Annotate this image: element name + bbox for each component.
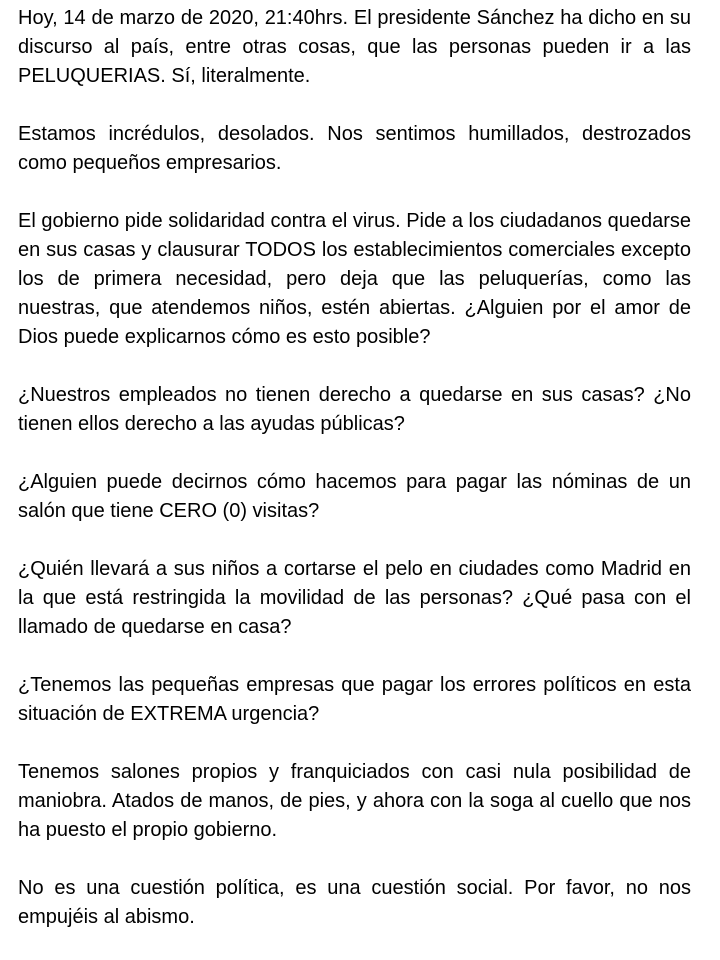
paragraph: No es una cuestión política, es una cuestión social. Por favor, no nos empujéis al abismo. — [18, 877, 691, 928]
paragraph: El gobierno pide solidaridad contra el virus. Pide a los ciudadanos quedarse en sus casas y clausurar TODOS los establecimientos comerciales excepto los de primera necesidad, pero deja que las peluquerías, como las nuestras, que atendemos niños, estén abiertas. ¿Alguien por el amor de Dios puede explicarnos cómo es esto posible? — [18, 210, 691, 348]
paragraph: ¿Alguien puede decirnos cómo hacemos para pagar las nóminas de un salón que tiene CERO (0) visitas? — [18, 471, 691, 522]
paragraph: ¿Tenemos las pequeñas empresas que pagar los errores políticos en esta situación de EXTREMA urgencia? — [18, 674, 691, 725]
paragraph: Estamos incrédulos, desolados. Nos sentimos humillados, destrozados como pequeños empresarios. — [18, 123, 691, 174]
paragraph: ¿Quién llevará a sus niños a cortarse el pelo en ciudades como Madrid en la que está restringida la movilidad de las personas? ¿Qué pasa con el llamado de quedarse en casa? — [18, 558, 691, 638]
paragraph: ¿Nuestros empleados no tienen derecho a quedarse en sus casas? ¿No tienen ellos derecho a las ayudas públicas? — [18, 384, 691, 435]
paragraph: Hoy, 14 de marzo de 2020, 21:40hrs. El presidente Sánchez ha dicho en su discurso al país, entre otras cosas, que las personas pueden ir a las PELUQUERIAS. Sí, literalmente. — [18, 7, 691, 87]
paragraph: Tenemos salones propios y franquiciados con casi nula posibilidad de maniobra. Atados de manos, de pies, y ahora con la soga al cuello que nos ha puesto el propio gobierno. — [18, 761, 691, 841]
